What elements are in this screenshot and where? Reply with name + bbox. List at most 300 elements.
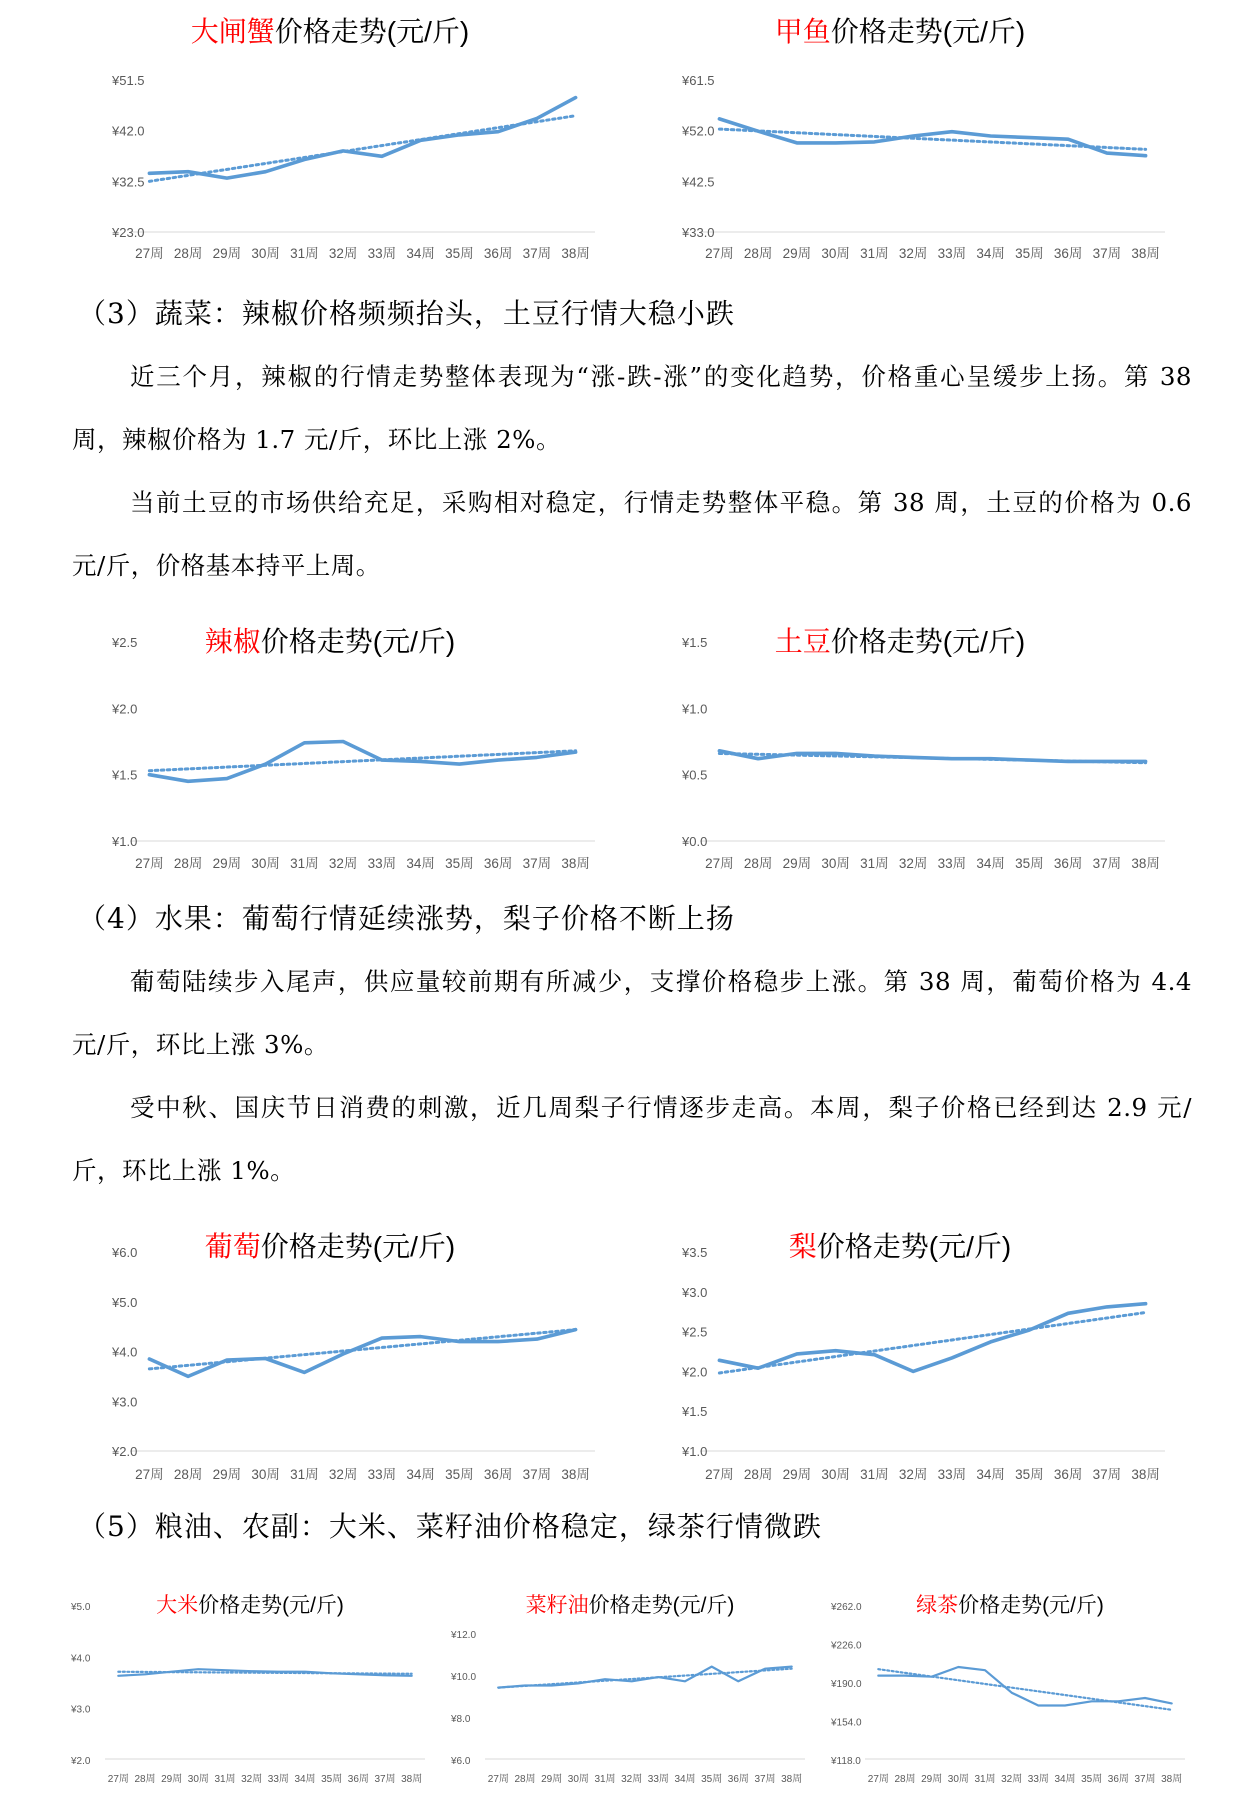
y-tick-label: ¥1.0	[682, 701, 708, 717]
line-chart-rapeseed-oil	[440, 1575, 820, 1797]
data-point	[764, 1668, 766, 1670]
chart-title-highlight: 土豆	[774, 626, 831, 657]
chart-title-rest: 价格走势(元/斤)	[260, 626, 456, 657]
x-tick-label: 29周	[212, 856, 242, 871]
x-tick-label: 36周	[347, 1774, 369, 1785]
x-tick-label: 35周	[1081, 1774, 1103, 1785]
data-point	[718, 1359, 720, 1361]
x-tick-label: 33周	[1027, 1774, 1049, 1785]
chart-title-rest: 价格走势(元/斤)	[958, 1594, 1104, 1617]
x-tick-label: 34周	[976, 1467, 1005, 1482]
data-point	[1144, 1303, 1146, 1305]
data-point	[1106, 1306, 1108, 1308]
data-point	[264, 171, 266, 173]
data-point	[834, 752, 836, 754]
x-tick-label: 30周	[251, 246, 280, 261]
x-tick-label: 28周	[173, 246, 203, 261]
x-tick-label: 35周	[1015, 856, 1044, 871]
x-tick-label: 36周	[483, 246, 513, 261]
x-tick-label: 38周	[1161, 1774, 1183, 1785]
data-point	[458, 1340, 460, 1342]
chart-rice	[60, 1575, 440, 1797]
data-point	[1067, 138, 1069, 140]
paragraph-pear: 受中秋、国庆节日消费的刺激，近几周梨子行情逐步走高。本周，梨子价格已经到达 2.9 元/斤，环比上涨 1%。	[72, 1093, 1192, 1185]
data-point	[148, 1358, 150, 1360]
data-point	[718, 118, 720, 120]
chart-title-rest: 价格走势(元/斤)	[260, 1231, 456, 1262]
y-tick-label: ¥154.0	[831, 1717, 862, 1729]
line-chart-potato	[630, 600, 1170, 885]
x-tick-label: 35周	[445, 246, 474, 261]
line-chart-green-tea	[820, 1575, 1200, 1797]
x-tick-label: 28周	[743, 246, 773, 261]
data-point	[989, 135, 991, 137]
chart-rapeseed-oil	[440, 1575, 820, 1797]
x-tick-label: 30周	[567, 1774, 589, 1785]
data-point	[873, 1353, 875, 1355]
paragraph-chili: 近三个月，辣椒的行情走势整体表现为“涨-跌-涨”的变化趋势，价格重心呈缓步上扬。第 38 周，辣椒价格为 1.7 元/斤，环比上涨 2%。	[72, 362, 1192, 454]
data-point	[574, 751, 576, 753]
y-tick-label: ¥3.0	[71, 1704, 91, 1716]
y-tick-label: ¥12.0	[451, 1630, 477, 1641]
x-tick-label: 36周	[1053, 856, 1083, 871]
y-tick-label: ¥2.5	[682, 1324, 708, 1340]
chart-chili	[60, 600, 600, 885]
x-tick-label: 38周	[561, 246, 590, 261]
chart-title-highlight: 绿茶	[916, 1594, 959, 1617]
data-point	[419, 1335, 421, 1337]
y-tick-label: ¥190.0	[831, 1679, 862, 1690]
data-point	[1144, 155, 1146, 157]
chart-title-highlight: 大闸蟹	[190, 16, 275, 47]
y-tick-label: ¥32.5	[112, 174, 145, 190]
x-tick-label: 30周	[251, 856, 280, 871]
x-tick-label: 32周	[1001, 1774, 1023, 1785]
x-tick-label: 37周	[1092, 856, 1122, 871]
data-point	[224, 1669, 226, 1671]
x-tick-label: 30周	[251, 1467, 280, 1482]
x-tick-label: 30周	[821, 246, 850, 261]
chart-title-rest: 价格走势(元/斤)	[198, 1594, 344, 1617]
data-point	[536, 756, 538, 758]
data-point	[1170, 1702, 1172, 1704]
data-point	[384, 1674, 386, 1676]
x-tick-label: 28周	[743, 856, 773, 871]
y-tick-label: ¥1.0	[112, 834, 138, 849]
data-point	[1037, 1704, 1039, 1706]
data-point	[873, 755, 875, 757]
x-tick-label: 34周	[406, 246, 435, 261]
y-tick-label: ¥2.0	[112, 1444, 138, 1459]
data-point	[144, 1673, 146, 1675]
series-line	[149, 1330, 575, 1377]
chart-title-highlight: 辣椒	[204, 626, 261, 657]
x-tick-label: 32周	[898, 246, 928, 261]
line-chart-crab	[60, 0, 600, 275]
x-tick-label: 30周	[821, 856, 850, 871]
x-tick-label: 38周	[1131, 856, 1160, 871]
y-tick-label: ¥2.0	[71, 1756, 91, 1767]
chart-crab	[60, 0, 600, 275]
x-tick-label: 38周	[781, 1774, 803, 1785]
data-point	[148, 773, 150, 775]
data-point	[989, 758, 991, 760]
x-tick-label: 29周	[782, 246, 812, 261]
x-tick-label: 27周	[867, 1774, 889, 1785]
data-point	[796, 142, 798, 144]
y-tick-label: ¥1.5	[682, 635, 708, 650]
x-tick-label: 35周	[1015, 246, 1044, 261]
data-point	[303, 1371, 305, 1373]
x-tick-label: 27周	[705, 1467, 734, 1482]
data-point	[1028, 1329, 1030, 1331]
data-point	[577, 1682, 579, 1684]
data-point	[1090, 1700, 1092, 1702]
data-point	[381, 155, 383, 157]
chart-title-rest: 价格走势(元/斤)	[830, 626, 1026, 657]
data-point	[226, 777, 228, 779]
x-tick-label: 33周	[937, 246, 967, 261]
chart-title-highlight: 葡萄	[204, 1231, 261, 1262]
x-tick-label: 35周	[1015, 1467, 1044, 1482]
x-tick-label: 31周	[974, 1774, 996, 1785]
x-tick-label: 36周	[483, 856, 513, 871]
data-point	[381, 1337, 383, 1339]
y-tick-label: ¥6.0	[112, 1245, 138, 1260]
data-point	[187, 171, 189, 173]
x-tick-label: 28周	[514, 1774, 536, 1785]
data-point	[630, 1680, 632, 1682]
x-tick-label: 34周	[294, 1774, 316, 1785]
y-tick-label: ¥6.0	[451, 1756, 471, 1767]
data-point	[497, 131, 499, 133]
x-tick-label: 29周	[782, 856, 812, 871]
data-point	[410, 1675, 412, 1677]
x-tick-label: 33周	[367, 1467, 397, 1482]
x-tick-label: 33周	[367, 246, 397, 261]
data-point	[117, 1675, 119, 1677]
y-tick-label: ¥0.0	[682, 834, 708, 849]
x-tick-label: 29周	[921, 1774, 943, 1785]
data-point	[277, 1671, 279, 1673]
data-point	[342, 740, 344, 742]
x-tick-label: 36周	[1053, 1467, 1083, 1482]
x-tick-label: 37周	[522, 1467, 552, 1482]
data-point	[1117, 1700, 1119, 1702]
y-tick-label: ¥5.0	[71, 1602, 91, 1613]
x-tick-label: 31周	[860, 1467, 889, 1482]
y-tick-label: ¥8.0	[451, 1714, 471, 1725]
x-tick-label: 31周	[594, 1774, 616, 1785]
x-tick-label: 29周	[782, 1467, 812, 1482]
x-tick-label: 28周	[743, 1467, 773, 1482]
y-tick-label: ¥1.5	[112, 767, 138, 783]
x-tick-label: 38周	[1131, 1467, 1160, 1482]
data-point	[264, 1357, 266, 1359]
y-tick-label: ¥33.0	[682, 225, 715, 240]
trend-line	[149, 1330, 575, 1369]
x-tick-label: 35周	[701, 1774, 723, 1785]
x-tick-label: 27周	[705, 246, 734, 261]
y-tick-label: ¥52.0	[682, 123, 715, 139]
data-point	[710, 1665, 712, 1667]
data-point	[684, 1680, 686, 1682]
chart-title-rest: 价格走势(元/斤)	[274, 16, 470, 47]
data-point	[357, 1673, 359, 1675]
x-tick-label: 28周	[173, 1467, 203, 1482]
x-tick-label: 34周	[976, 246, 1005, 261]
chart-title-rest: 价格走势(元/斤)	[830, 16, 1026, 47]
data-point	[657, 1676, 659, 1678]
x-tick-label: 37周	[1134, 1774, 1156, 1785]
data-point	[342, 150, 344, 152]
x-tick-label: 28周	[134, 1774, 156, 1785]
x-tick-label: 36周	[1107, 1774, 1129, 1785]
data-point	[187, 1375, 189, 1377]
line-chart-grape	[60, 1205, 600, 1495]
y-tick-label: ¥4.0	[112, 1344, 138, 1360]
data-point	[458, 763, 460, 765]
x-tick-label: 33周	[937, 856, 967, 871]
data-point	[796, 1353, 798, 1355]
data-point	[1144, 760, 1146, 762]
x-tick-label: 29周	[541, 1774, 563, 1785]
paragraph-potato: 当前土豆的市场供给充足，采购相对稳定，行情走势整体平稳。第 38 周，土豆的价格为 0.6 元/斤，价格基本持平上周。	[72, 488, 1192, 580]
y-tick-label: ¥262.0	[831, 1602, 862, 1613]
series-line	[719, 119, 1145, 156]
x-tick-label: 28周	[173, 856, 203, 871]
y-tick-label: ¥1.0	[682, 1444, 708, 1459]
data-point	[524, 1684, 526, 1686]
x-tick-label: 33周	[647, 1774, 669, 1785]
series-line	[498, 1667, 791, 1688]
x-tick-label: 37周	[522, 246, 552, 261]
data-point	[984, 1669, 986, 1671]
x-tick-label: 35周	[445, 1467, 474, 1482]
data-point	[574, 1328, 576, 1330]
x-tick-label: 27周	[135, 856, 164, 871]
series-line	[878, 1667, 1171, 1706]
data-point	[904, 1674, 906, 1676]
data-point	[226, 177, 228, 179]
chart-title-rest: 价格走势(元/斤)	[588, 1594, 735, 1617]
data-point	[912, 1370, 914, 1372]
data-point	[912, 135, 914, 137]
data-point	[790, 1665, 792, 1667]
x-tick-label: 33周	[367, 856, 397, 871]
x-tick-label: 32周	[241, 1774, 263, 1785]
data-point	[757, 1367, 759, 1369]
data-point	[1106, 152, 1108, 154]
y-tick-label: ¥3.5	[682, 1245, 708, 1260]
chart-pear	[630, 1205, 1170, 1495]
data-point	[304, 1671, 306, 1673]
x-tick-label: 29周	[212, 246, 242, 261]
x-tick-label: 37周	[754, 1774, 776, 1785]
x-tick-label: 37周	[1092, 246, 1122, 261]
x-tick-label: 38周	[561, 856, 590, 871]
data-point	[757, 758, 759, 760]
x-tick-label: 31周	[214, 1774, 236, 1785]
data-point	[187, 780, 189, 782]
data-point	[536, 1338, 538, 1340]
x-tick-label: 36周	[1053, 246, 1083, 261]
y-tick-label: ¥0.5	[682, 767, 708, 783]
data-point	[497, 759, 499, 761]
x-tick-label: 27周	[705, 856, 734, 871]
line-chart-chili	[60, 600, 600, 885]
x-tick-label: 27周	[135, 246, 164, 261]
section-heading-grain: （5）粮油、农副：大米、菜籽油价格稳定，绿茶行情微跌	[78, 1510, 822, 1543]
data-point	[458, 134, 460, 136]
data-point	[1028, 759, 1030, 761]
data-point	[574, 96, 576, 98]
data-point	[604, 1678, 606, 1680]
data-point	[912, 756, 914, 758]
data-point	[303, 742, 305, 744]
y-tick-label: ¥5.0	[112, 1294, 138, 1310]
x-tick-label: 28周	[894, 1774, 916, 1785]
data-point	[264, 763, 266, 765]
x-tick-label: 38周	[1131, 246, 1160, 261]
data-point	[737, 1680, 739, 1682]
series-line	[719, 751, 1145, 762]
y-tick-label: ¥3.0	[682, 1284, 708, 1300]
y-tick-label: ¥42.5	[682, 174, 715, 190]
y-tick-label: ¥51.5	[112, 73, 145, 88]
data-point	[303, 158, 305, 160]
y-tick-label: ¥4.0	[71, 1653, 91, 1665]
x-tick-label: 31周	[860, 246, 889, 261]
data-point	[148, 172, 150, 174]
x-tick-label: 27周	[107, 1774, 129, 1785]
data-point	[197, 1668, 199, 1670]
data-point	[419, 139, 421, 141]
x-tick-label: 33周	[267, 1774, 289, 1785]
x-tick-label: 34周	[406, 856, 435, 871]
chart-title-highlight: 甲鱼	[774, 16, 831, 47]
y-tick-label: ¥23.0	[112, 225, 145, 240]
x-tick-label: 37周	[1092, 1467, 1122, 1482]
x-tick-label: 33周	[937, 1467, 967, 1482]
data-point	[951, 758, 953, 760]
x-tick-label: 38周	[401, 1774, 423, 1785]
data-point	[757, 130, 759, 132]
x-tick-label: 34周	[674, 1774, 696, 1785]
x-tick-label: 38周	[561, 1467, 590, 1482]
data-point	[497, 1340, 499, 1342]
y-tick-label: ¥226.0	[831, 1640, 862, 1652]
data-point	[330, 1672, 332, 1674]
x-tick-label: 32周	[328, 1467, 358, 1482]
x-tick-label: 32周	[898, 1467, 928, 1482]
data-point	[250, 1670, 252, 1672]
x-tick-label: 29周	[212, 1467, 242, 1482]
series-line	[719, 1304, 1145, 1372]
y-tick-label: ¥42.0	[112, 123, 145, 139]
data-point	[1106, 760, 1108, 762]
x-tick-label: 31周	[290, 856, 319, 871]
x-tick-label: 32周	[898, 856, 928, 871]
x-tick-label: 27周	[135, 1467, 164, 1482]
x-tick-label: 35周	[321, 1774, 343, 1785]
paragraph-grape: 葡萄陆续步入尾声，供应量较前期有所减少，支撑价格稳步上涨。第 38 周，葡萄价格为 4.4 元/斤，环比上涨 3%。	[72, 967, 1192, 1059]
x-tick-label: 37周	[374, 1774, 396, 1785]
data-point	[1067, 1312, 1069, 1314]
x-tick-label: 34周	[1054, 1774, 1076, 1785]
x-tick-label: 36周	[483, 1467, 513, 1482]
x-tick-label: 35周	[445, 856, 474, 871]
x-tick-label: 31周	[290, 1467, 319, 1482]
data-point	[1067, 760, 1069, 762]
data-point	[1144, 1697, 1146, 1699]
section-heading-vegetables: （3）蔬菜：辣椒价格频频抬头，土豆行情大稳小跌	[78, 297, 735, 330]
data-point	[877, 1674, 879, 1676]
y-tick-label: ¥2.5	[112, 635, 138, 650]
x-tick-label: 32周	[328, 856, 358, 871]
chart-turtle	[630, 0, 1170, 275]
data-point	[1028, 136, 1030, 138]
chart-title-highlight: 菜籽油	[525, 1594, 589, 1617]
chart-potato	[630, 600, 1170, 885]
x-tick-label: 27周	[487, 1774, 509, 1785]
data-point	[873, 141, 875, 143]
x-tick-label: 31周	[290, 246, 319, 261]
x-tick-label: 30周	[821, 1467, 850, 1482]
y-tick-label: ¥61.5	[682, 73, 715, 88]
x-tick-label: 37周	[522, 856, 552, 871]
x-tick-label: 32周	[621, 1774, 643, 1785]
data-point	[930, 1675, 932, 1677]
data-point	[989, 1341, 991, 1343]
x-tick-label: 34周	[406, 1467, 435, 1482]
data-point	[951, 131, 953, 133]
data-point	[419, 760, 421, 762]
chart-title-rest: 价格走势(元/斤)	[816, 1231, 1012, 1262]
x-tick-label: 36周	[727, 1774, 749, 1785]
data-point	[226, 1359, 228, 1361]
line-chart-rice	[60, 1575, 440, 1797]
chart-green-tea	[820, 1575, 1200, 1797]
y-tick-label: ¥2.0	[112, 701, 138, 717]
data-point	[834, 142, 836, 144]
y-tick-label: ¥3.0	[112, 1394, 138, 1410]
data-point	[170, 1671, 172, 1673]
x-tick-label: 30周	[947, 1774, 969, 1785]
chart-grape	[60, 1205, 600, 1495]
y-tick-label: ¥2.0	[682, 1364, 708, 1380]
data-point	[718, 750, 720, 752]
line-chart-turtle	[630, 0, 1170, 275]
series-line	[149, 98, 575, 179]
data-point	[951, 1357, 953, 1359]
data-point	[1064, 1704, 1066, 1706]
data-point	[342, 1353, 344, 1355]
data-point	[796, 752, 798, 754]
section-heading-fruits: （4）水果：葡萄行情延续涨势，梨子价格不断上扬	[78, 902, 735, 935]
y-tick-label: ¥118.0	[831, 1756, 861, 1767]
y-tick-label: ¥10.0	[451, 1672, 477, 1683]
data-point	[381, 759, 383, 761]
data-point	[536, 117, 538, 119]
x-tick-label: 31周	[860, 856, 889, 871]
x-tick-label: 34周	[976, 856, 1005, 871]
data-point	[957, 1666, 959, 1668]
x-tick-label: 29周	[161, 1774, 183, 1785]
line-chart-pear	[630, 1205, 1170, 1495]
x-tick-label: 30周	[187, 1774, 209, 1785]
data-point	[1010, 1691, 1012, 1693]
